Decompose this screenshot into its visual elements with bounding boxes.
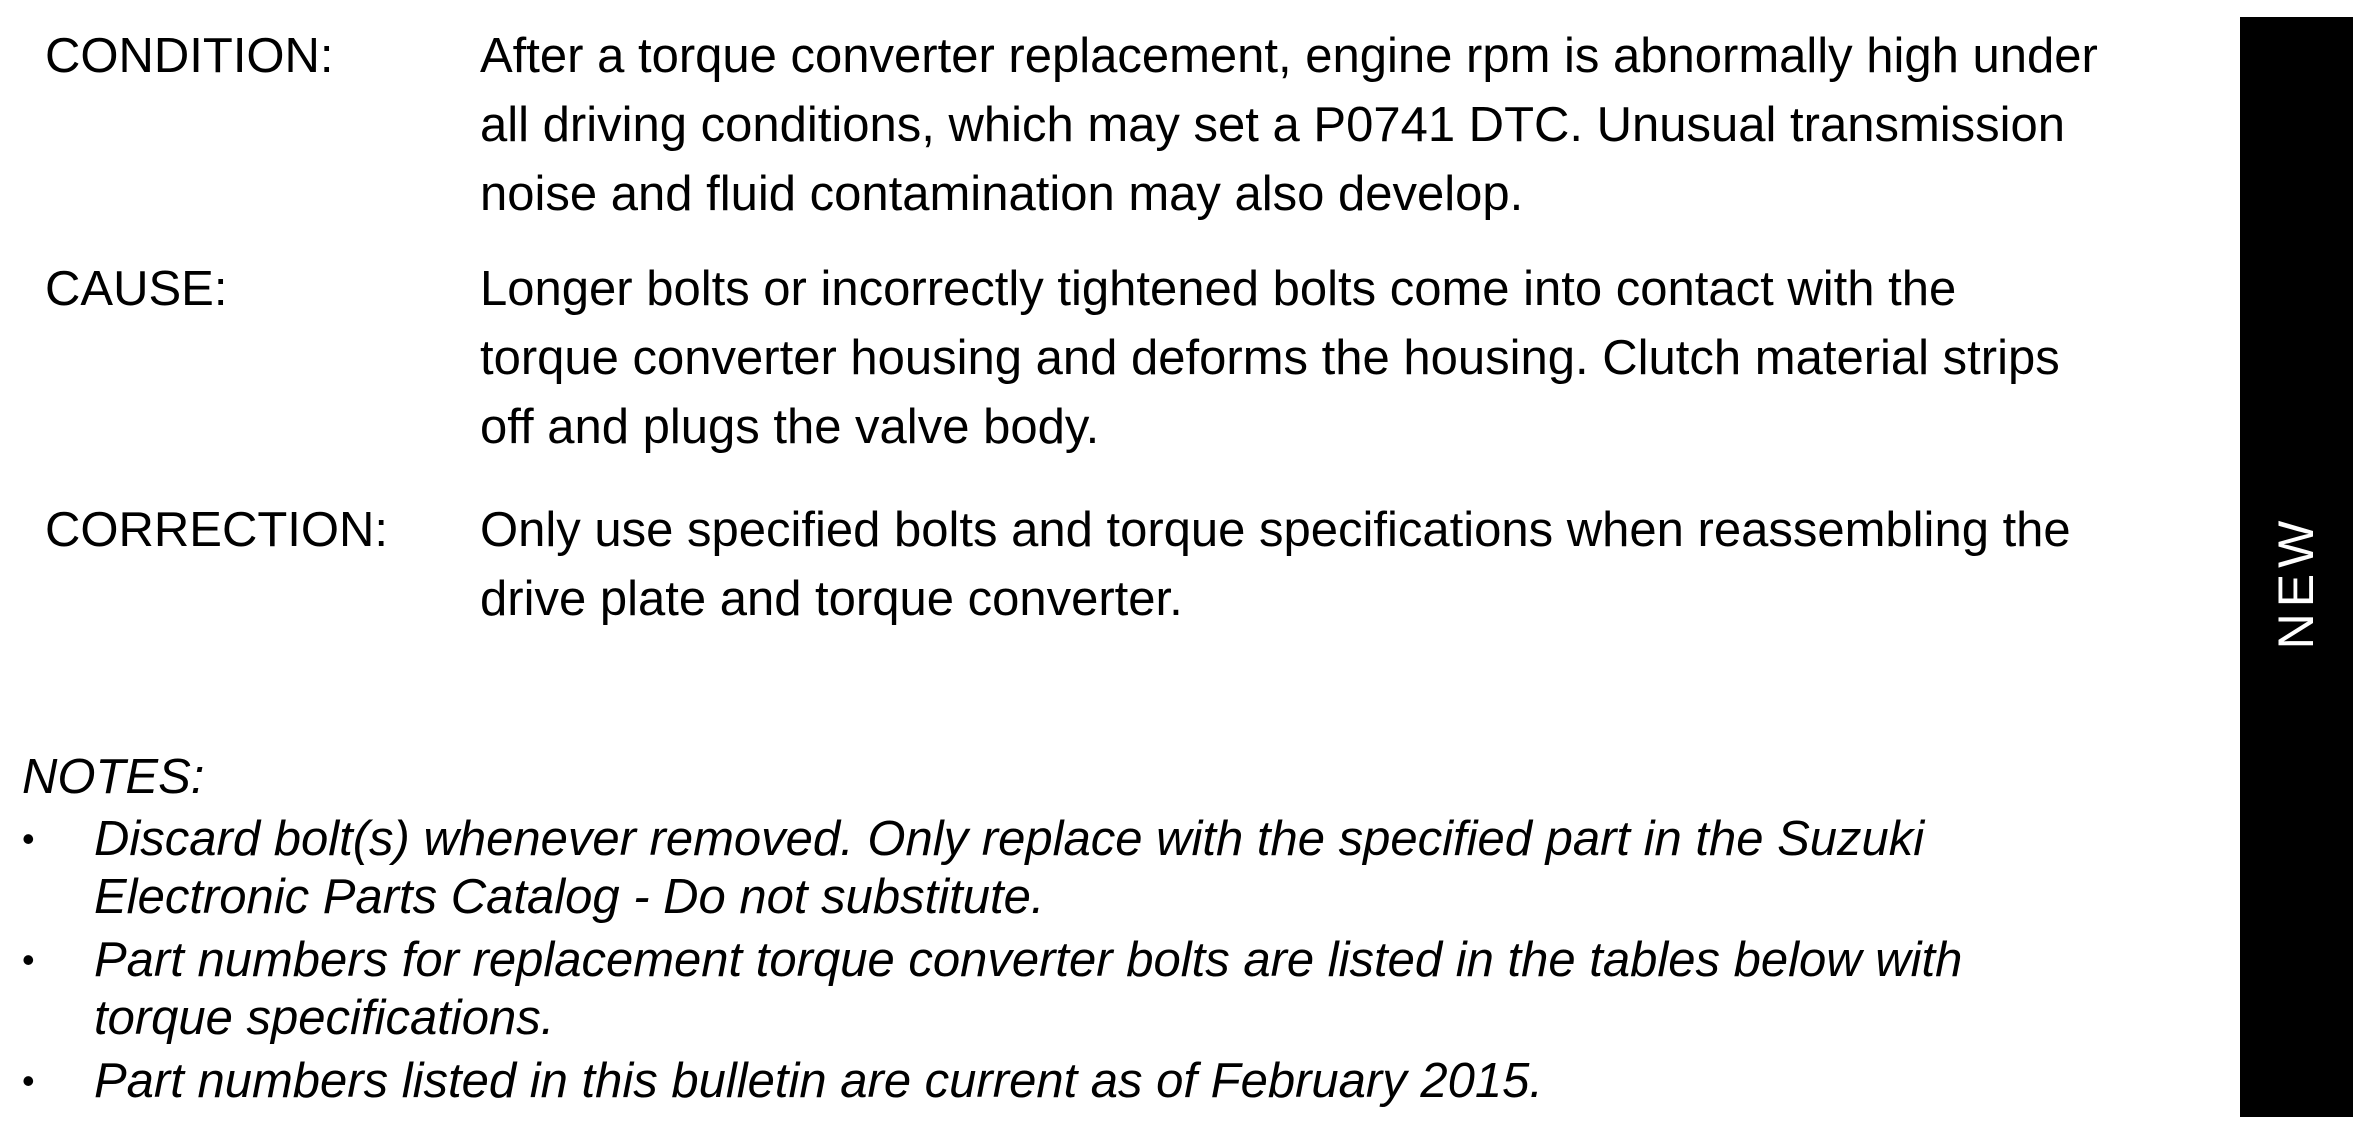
correction-text [480, 496, 2200, 634]
correction-text-line: drive plate and torque converter. [480, 572, 1183, 626]
correction-text-line: Only use specified bolts and torque specifications when reassembling the [480, 503, 2071, 557]
cause-label: CAUSE: [45, 262, 228, 316]
cause-text-line: off and plugs the valve body. [480, 400, 1100, 454]
condition-text [480, 22, 2200, 229]
notes-title: NOTES: [22, 750, 205, 804]
note-item [22, 810, 2172, 926]
note-line: torque specifications. [94, 991, 555, 1045]
bullet-icon: • [22, 939, 35, 980]
cause-text-line: torque converter housing and deforms the housing. Clutch material strips [480, 331, 2060, 385]
bullet-icon: • [22, 818, 35, 859]
new-tab-label: NEW [2268, 514, 2324, 650]
bullet-icon: • [22, 1060, 35, 1101]
note-line: Part numbers listed in this bulletin are current as of February 2015. [94, 1054, 1543, 1108]
condition-text-line: After a torque converter replacement, engine rpm is abnormally high under [480, 29, 2098, 83]
condition-text-line: noise and fluid contamination may also develop. [480, 167, 1524, 221]
condition-text-line: all driving conditions, which may set a P0741 DTC. Unusual transmission [480, 98, 2066, 152]
note-line: Discard bolt(s) whenever removed. Only replace with the specified part in the Suzuki [94, 812, 1925, 866]
new-side-tab [2240, 17, 2353, 1117]
note-item [22, 1052, 2172, 1110]
cause-text-line: Longer bolts or incorrectly tightened bolts come into contact with the [480, 262, 1957, 316]
condition-label: CONDITION: [45, 29, 334, 83]
notes-section [22, 748, 2172, 1115]
note-line: Part numbers for replacement torque converter bolts are listed in the tables below with [94, 933, 1963, 987]
note-item [22, 931, 2172, 1047]
cause-text [480, 255, 2200, 462]
correction-label: CORRECTION: [45, 503, 388, 557]
note-line: Electronic Parts Catalog - Do not substitute. [94, 870, 1045, 924]
